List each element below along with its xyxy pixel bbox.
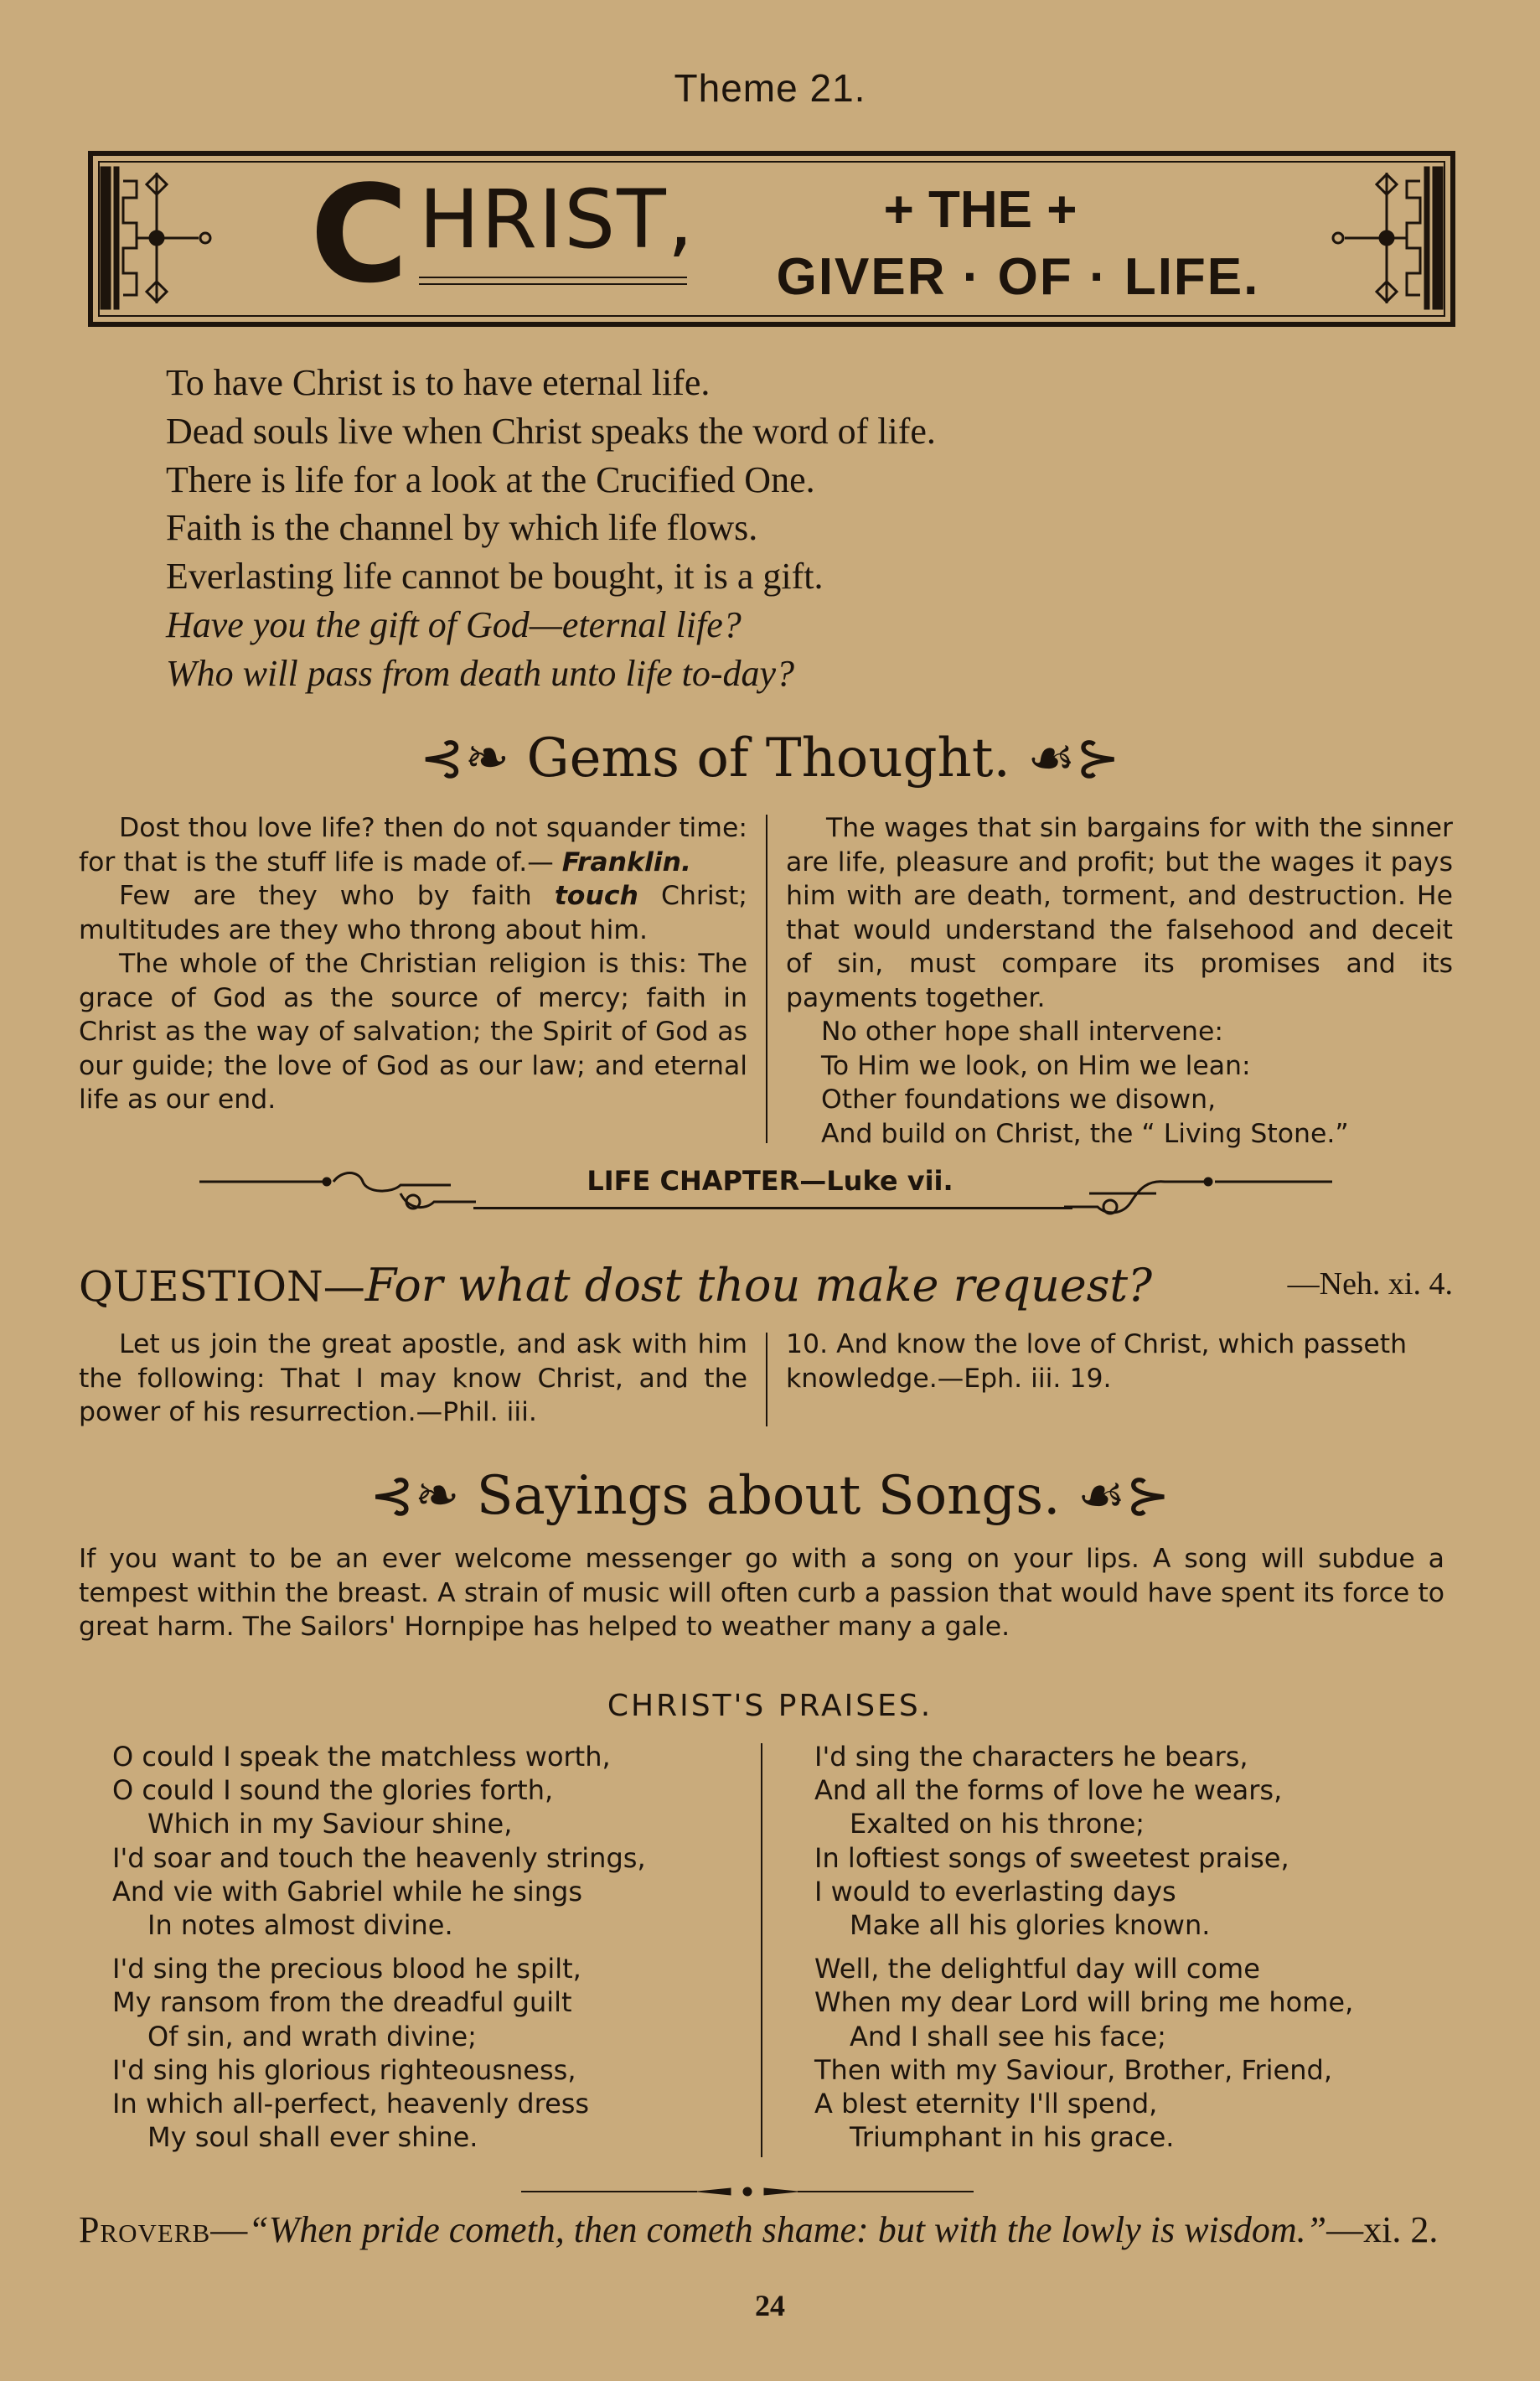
gems-verse-line: No other hope shall intervene: <box>821 1017 1223 1047</box>
question-text: For what dost thou make request? <box>364 1259 1153 1312</box>
gems-verse-line: And build on Christ, the “ Living Stone.” <box>821 1118 1349 1149</box>
poem-line: Of sin, and wrath divine; <box>147 2020 477 2052</box>
intro-lines <box>166 359 1423 698</box>
column-divider <box>766 1333 767 1426</box>
intro-line: There is life for a look at the Crucified One. <box>166 458 815 500</box>
poem-line: And I shall see his face; <box>850 2020 1166 2052</box>
poem-line: Which in my Saviour shine, <box>147 1808 513 1840</box>
poem-line: I'd sing the characters he bears, <box>814 1741 1248 1773</box>
stanza-gap <box>814 1942 1456 1952</box>
heading-flourish-right-icon: ☙⊱ <box>1060 1465 1171 1527</box>
poem-line: My soul shall ever shine. <box>147 2121 478 2154</box>
poem-line: I'd soar and touch the heavenly strings, <box>112 1841 646 1874</box>
gems-author: Franklin. <box>561 846 691 877</box>
proverb-text: “When pride cometh, then cometh shame: but with the lowly is wisdom.” <box>248 2209 1327 2250</box>
banner-rule <box>419 283 687 285</box>
poem-line: In loftiest songs of sweetest praise, <box>814 1841 1289 1874</box>
proverb-label: Proverb— <box>79 2209 249 2250</box>
poem-line: I'd sing the precious blood he spilt, <box>112 1953 581 1985</box>
theme-label: Theme 21. <box>674 66 866 110</box>
sayings-body: If you want to be an ever welcome messenger go with a song on your lips. A song will subdue a tempest within the breast. A strain of music will often curb a passion that would have spent its force to great harm. The Sailors' Hornpipe has helped to weather many a gale. <box>79 1544 1444 1642</box>
poem-line: O could I speak the matchless worth, <box>112 1741 611 1773</box>
banner-the: + THE + <box>883 181 1077 239</box>
banner-ornament-left <box>98 164 240 312</box>
gems-paragraph: Few are they who by faith touch Christ; multitudes are they who throng about him. <box>79 881 747 945</box>
heading-flourish-right-icon: ☙⊱ <box>1010 727 1121 789</box>
poem-line: Triumphant in his grace. <box>850 2121 1175 2154</box>
question-reference: —Neh. xi. 4. <box>1287 1266 1453 1302</box>
poem-line: In which all-perfect, heavenly dress <box>112 2088 590 2120</box>
intro-question: Who will pass from death unto life to-day? <box>166 652 794 694</box>
sayings-heading-text: Sayings about Songs. <box>476 1465 1061 1527</box>
banner-ornament-right <box>1303 164 1445 312</box>
intro-line: Dead souls live when Christ speaks the word of life. <box>166 410 936 452</box>
poem-line: Well, the delightful day will come <box>814 1953 1260 1985</box>
ornamental-rule <box>521 2186 974 2197</box>
heading-flourish-left-icon: ⊰❧ <box>419 727 527 789</box>
poem-line: Then with my Saviour, Brother, Friend, <box>814 2053 1332 2086</box>
heading-flourish-left-icon: ⊰❧ <box>369 1465 477 1527</box>
question-left-text: Let us join the great apostle, and ask with him the following: That I may know Christ, and the power of his resurrection.—Phil. iii. <box>79 1329 747 1427</box>
gems-right-column <box>786 811 1453 1151</box>
life-chapter-label: LIFE CHAPTER—Luke vii. <box>587 1165 953 1197</box>
column-divider <box>761 1743 762 2157</box>
page-number: 24 <box>755 2289 785 2322</box>
poem-line: In notes almost divine. <box>147 1909 453 1942</box>
proverb-reference: —xi. 2. <box>1326 2209 1439 2250</box>
poem-line: Exalted on his throne; <box>850 1808 1145 1840</box>
banner-christ-word: HRIST, <box>419 173 695 267</box>
banner-giver-of-life: GIVER · OF · LIFE. <box>776 248 1260 306</box>
question-right-text: 10. And know the love of Christ, which passeth knowledge.—Eph. iii. 19. <box>786 1329 1408 1394</box>
gems-heading-text: Gems of Thought. <box>526 727 1010 789</box>
intro-line: To have Christ is to have eternal life. <box>166 362 711 403</box>
gems-verse-line: To Him we look, on Him we lean: <box>821 1050 1251 1081</box>
poem-line: And all the forms of love he wears, <box>814 1774 1283 1807</box>
intro-line: Faith is the channel by which life flows. <box>166 507 758 549</box>
intro-line: Everlasting life cannot be bought, it is a gift. <box>166 556 824 598</box>
poem-line: My ransom from the dreadful guilt <box>112 1986 572 2019</box>
proverb <box>79 2209 1453 2251</box>
poem-line: I'd sing his glorious righteousness, <box>112 2053 576 2086</box>
praises-title: CHRIST'S PRAISES. <box>607 1689 933 1723</box>
poem-line: And vie with Gabriel while he sings <box>112 1875 582 1907</box>
life-chapter-underline <box>473 1207 1072 1209</box>
poem-right-column <box>814 1740 1456 2154</box>
banner-initial-letter: C <box>310 156 409 313</box>
gems-paragraph: Dost thou love life? then do not squander time: for that is the stuff life is made of.— Franklin. <box>79 813 747 877</box>
gems-paragraph: The whole of the Christian religion is this: The grace of God as the source of mercy; faith in Christ as the way of salvation; the Spirit of God as our guide; the love of God as our law; and eternal life as our end. <box>79 949 747 1115</box>
question-line <box>79 1259 1453 1312</box>
column-divider <box>766 815 767 1143</box>
poem-left-column <box>112 1740 749 2154</box>
question-left-column <box>79 1328 747 1430</box>
life-chapter-flourish-right <box>1064 1168 1332 1222</box>
gems-verse-line: Other foundations we disown, <box>821 1084 1217 1115</box>
question-right-column <box>786 1328 1453 1395</box>
intro-question: Have you the gift of God—eternal life? <box>166 603 742 645</box>
question-label: QUESTION— <box>79 1262 365 1311</box>
gems-heading <box>0 727 1540 789</box>
gems-left-column <box>79 811 747 1117</box>
poem-line: O could I sound the glories forth, <box>112 1774 554 1807</box>
poem-line: When my dear Lord will bring me home, <box>814 1986 1354 2019</box>
sayings-heading <box>0 1465 1540 1527</box>
banner-rule <box>419 277 687 278</box>
poem-line: Make all his glories known. <box>850 1909 1211 1942</box>
gems-paragraph: The wages that sin bargains for with the sinner are life, pleasure and profit; but the wages it pays him with are death, torment, and destruction. He that would understand the falsehood and deceit of sin, must compare its promises and its payments together. <box>786 813 1453 1013</box>
poem-line: A blest eternity I'll spend, <box>814 2088 1158 2120</box>
poem-line: I would to everlasting days <box>814 1875 1176 1907</box>
stanza-gap <box>112 1942 749 1952</box>
